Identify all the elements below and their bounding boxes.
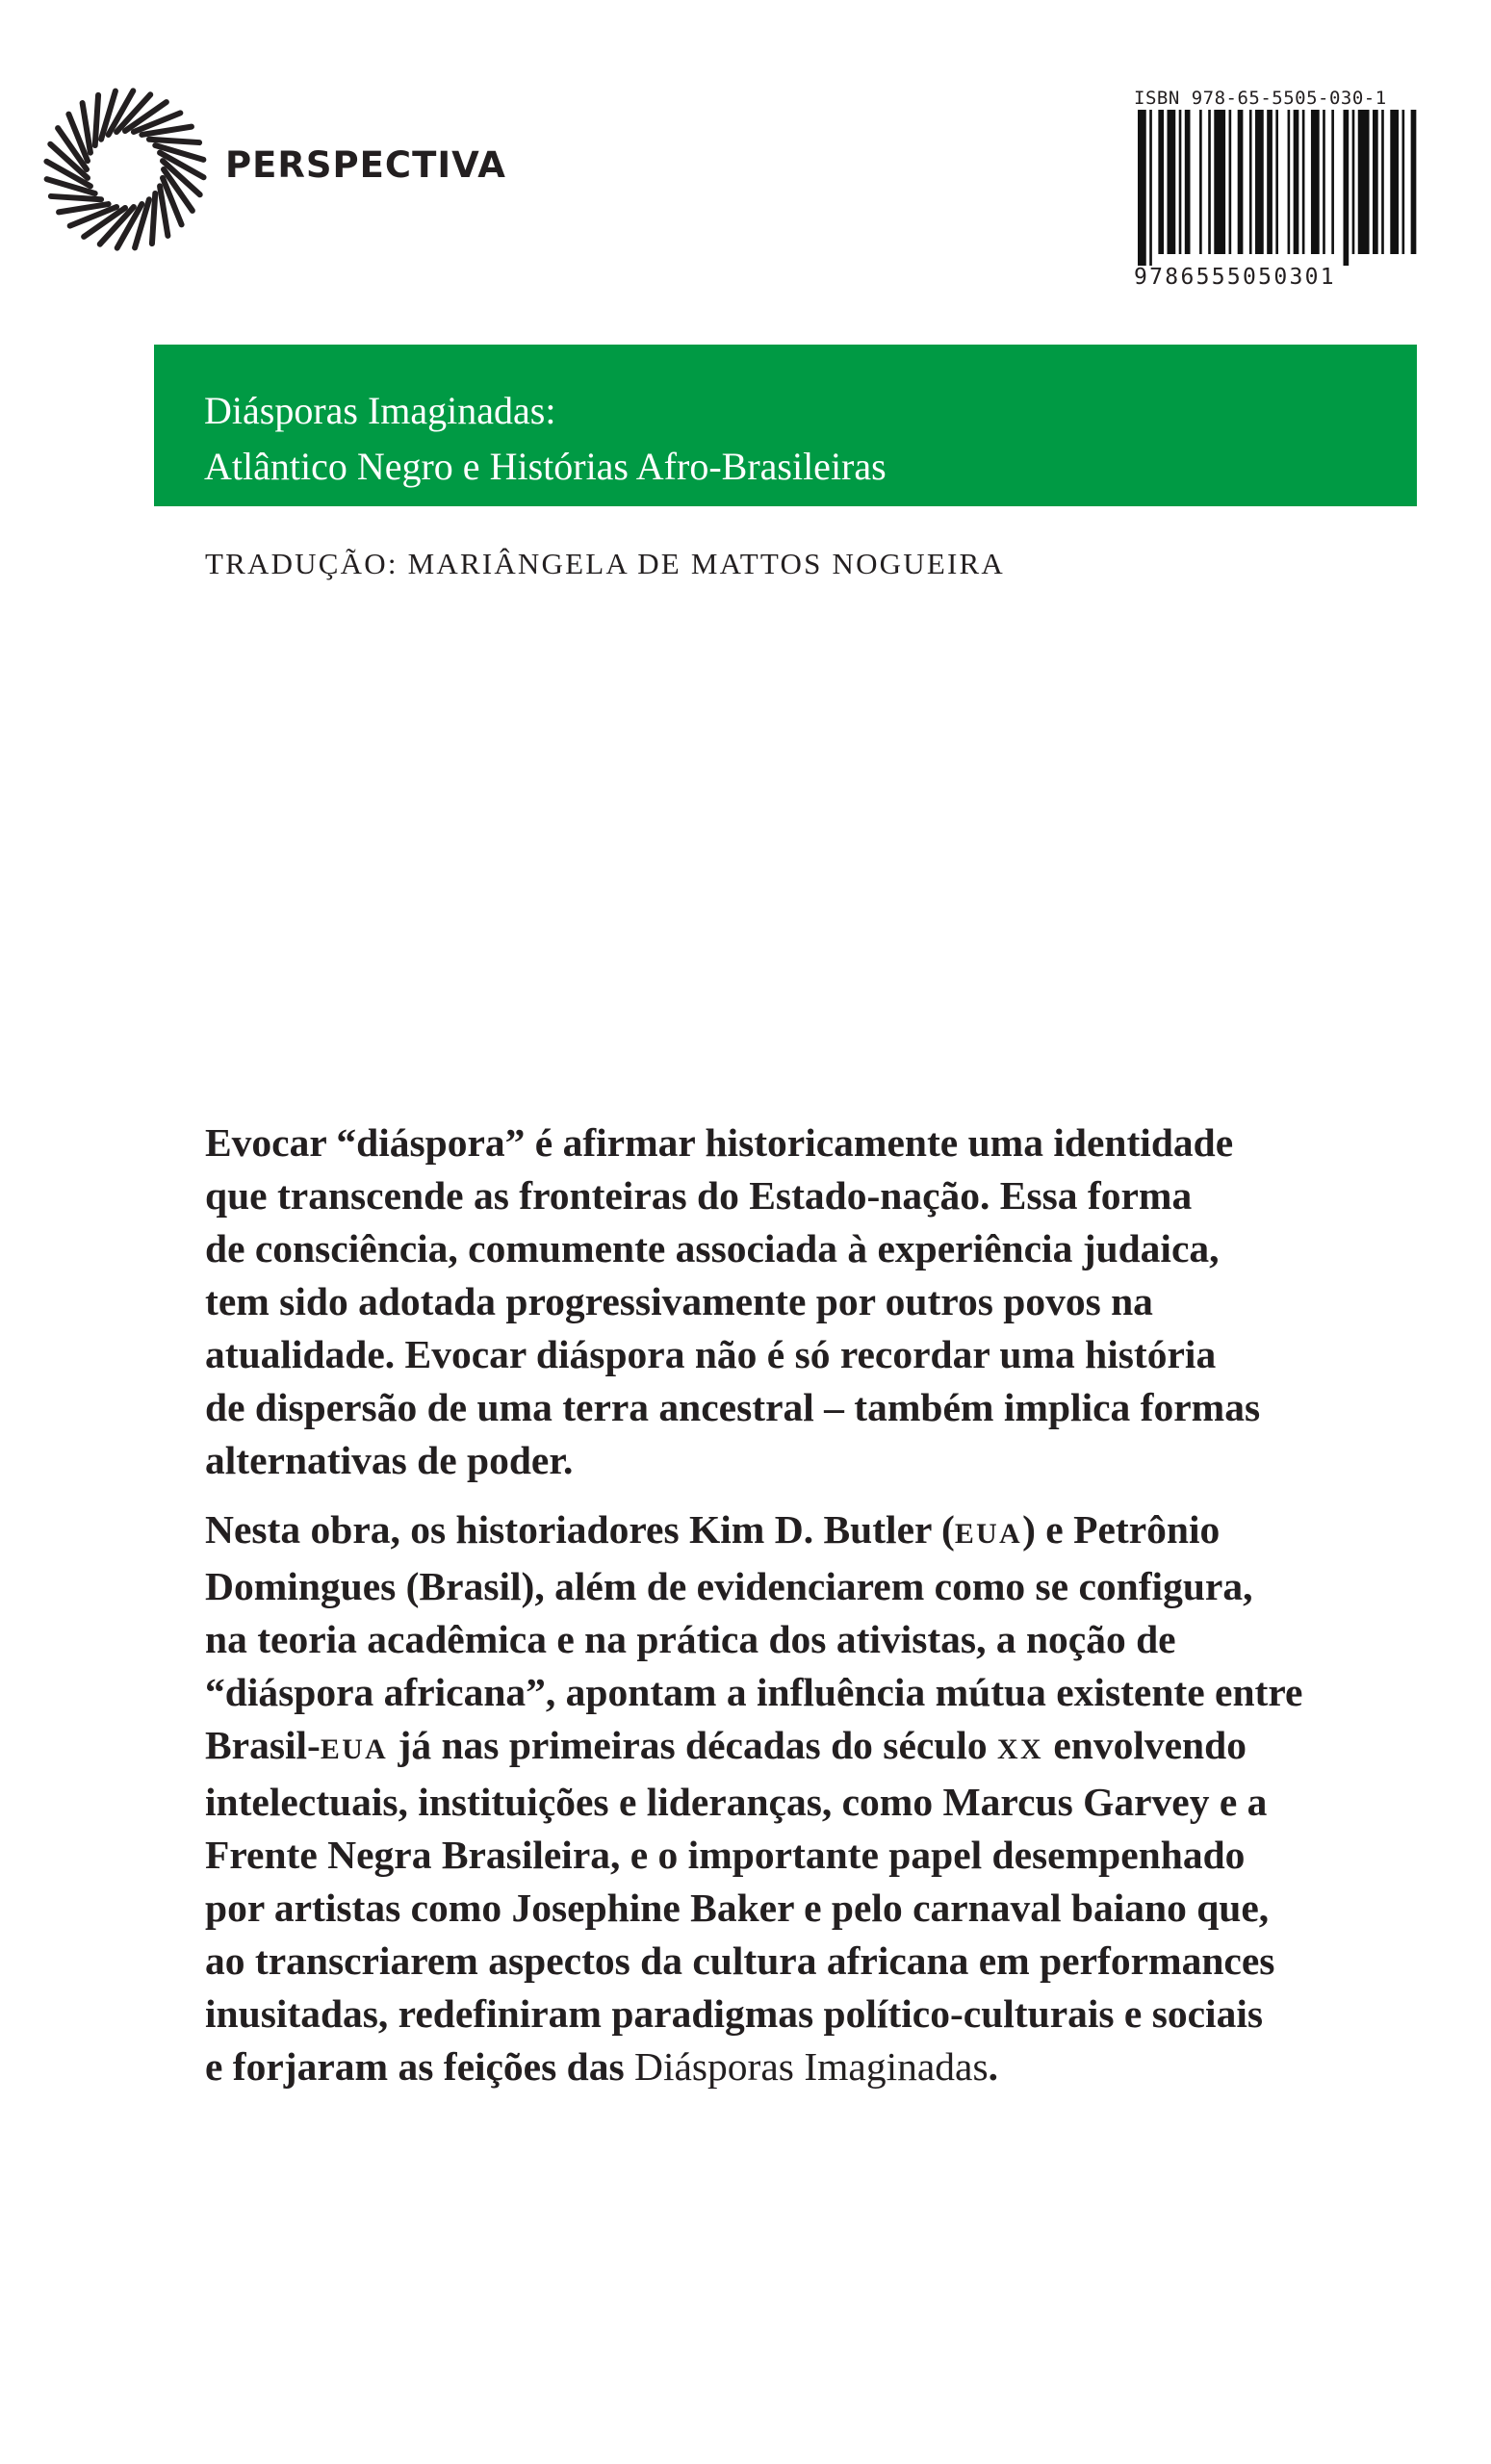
barcode-bar [1214,110,1225,254]
barcode-bar [1138,110,1146,266]
barcode-bar [1149,110,1152,266]
barcode-bar [1185,110,1191,254]
logo-ray [152,193,155,244]
barcode-bar [1381,110,1384,254]
blurb-line: Evocar “diáspora” é afirmar historicamente uma identidade [205,1120,1234,1165]
barcode-bar [1238,110,1244,254]
blurb-line [205,1503,1418,1560]
barcode-bar [1179,110,1182,254]
barcode-bar [1311,110,1320,254]
back-cover-blurb [205,1116,1418,2093]
barcode-bar [1294,110,1299,254]
barcode-bar [1302,110,1305,254]
blurb-line [205,2040,1418,2093]
logo-ray [95,95,98,145]
blurb-text: e forjaram as feições das [205,2044,634,2089]
barcode-bar [1208,110,1211,254]
isbn-digits: 9786555050301 [1134,265,1336,290]
barcode-bar [1344,110,1350,266]
blurb-line: tem sido adotada progressivamente por outros povos na [205,1279,1153,1323]
barcode-bar [1331,110,1334,254]
blurb-line: por artistas como Josephine Baker e pelo carnaval baiano que, [205,1886,1270,1930]
publisher-name: PERSPECTIVA [225,144,506,186]
blurb-paragraph-2 [205,1503,1418,2093]
logo-ray [51,196,101,199]
small-caps-abbrev: EUA [954,1518,1023,1550]
barcode-bar [1158,110,1164,254]
blurb-line: intelectuais, instituições e lideranças, como Marcus Garvey e a [205,1780,1268,1824]
sunburst-circle-logo-icon [42,87,208,252]
barcode-bar [1411,110,1417,254]
barcode-bars [1134,110,1423,266]
barcode-bar [1358,110,1370,254]
blurb-text: . [988,2044,998,2089]
blurb-text: ) e Petrônio [1022,1507,1221,1552]
blurb-line: “diáspora africana”, apontam a influência mútua existente entre [205,1670,1303,1714]
blurb-line: que transcende as fronteiras do Estado-nação. Essa forma [205,1173,1193,1218]
blurb-line: alternativas de poder. [205,1438,574,1482]
title-band [154,345,1417,506]
book-subtitle: Atlântico Negro e Histórias Afro-Brasileiras [204,445,887,488]
blurb-line: Frente Negra Brasileira, e o importante papel desempenhado [205,1833,1246,1877]
blurb-line: Domingues (Brasil), além de evidenciarem como se configura, [205,1564,1253,1608]
small-caps-century: XX [997,1733,1043,1765]
blurb-text: Nesta obra, os historiadores Kim D. Butler ( [205,1507,955,1552]
barcode-bar [1275,110,1278,254]
isbn-barcode [1134,89,1423,289]
barcode-bar [1249,110,1252,254]
barcode-bar [1255,110,1264,254]
blurb-text: já nas primeiras décadas do século [388,1723,998,1767]
blurb-text: Brasil- [205,1723,321,1767]
barcode-bar [1352,110,1355,254]
blurb-paragraph-1 [205,1116,1418,1487]
barcode-bar [1267,110,1272,254]
book-title-mention: Diásporas Imaginadas [633,2044,989,2089]
blurb-line: ao transcriarem aspectos da cultura africana em performances [205,1938,1275,1983]
barcode-bar [1402,110,1405,254]
logo-ray [149,140,199,142]
blurb-line: inusitadas, redefiniram paradigmas político-culturais e sociais [205,1991,1264,2036]
blurb-line: de consciência, comumente associada à experiência judaica, [205,1226,1220,1270]
small-caps-abbrev: EUA [320,1733,389,1765]
blurb-text: envolvendo [1042,1723,1247,1767]
barcode-bar [1288,110,1291,254]
isbn-label: ISBN 978-65-5505-030-1 [1134,88,1387,109]
blurb-line: na teoria acadêmica e na prática dos ativistas, a noção de [205,1617,1176,1661]
barcode-bar [1168,110,1176,254]
book-title: Diásporas Imaginadas: [204,389,556,432]
blurb-line: de dispersão de uma terra ancestral – também implica formas [205,1385,1261,1429]
barcode-bar [1373,110,1378,254]
translator-credit: TRADUÇÃO: MARIÂNGELA DE MATTOS NOGUEIRA [205,547,1005,580]
barcode-bar [1390,110,1399,254]
blurb-line [205,1719,1418,1776]
barcode-bar [1229,110,1232,254]
barcode-bar [1199,110,1202,254]
barcode-bar [1323,110,1325,254]
blurb-line: atualidade. Evocar diáspora não é só recordar uma história [205,1332,1217,1376]
